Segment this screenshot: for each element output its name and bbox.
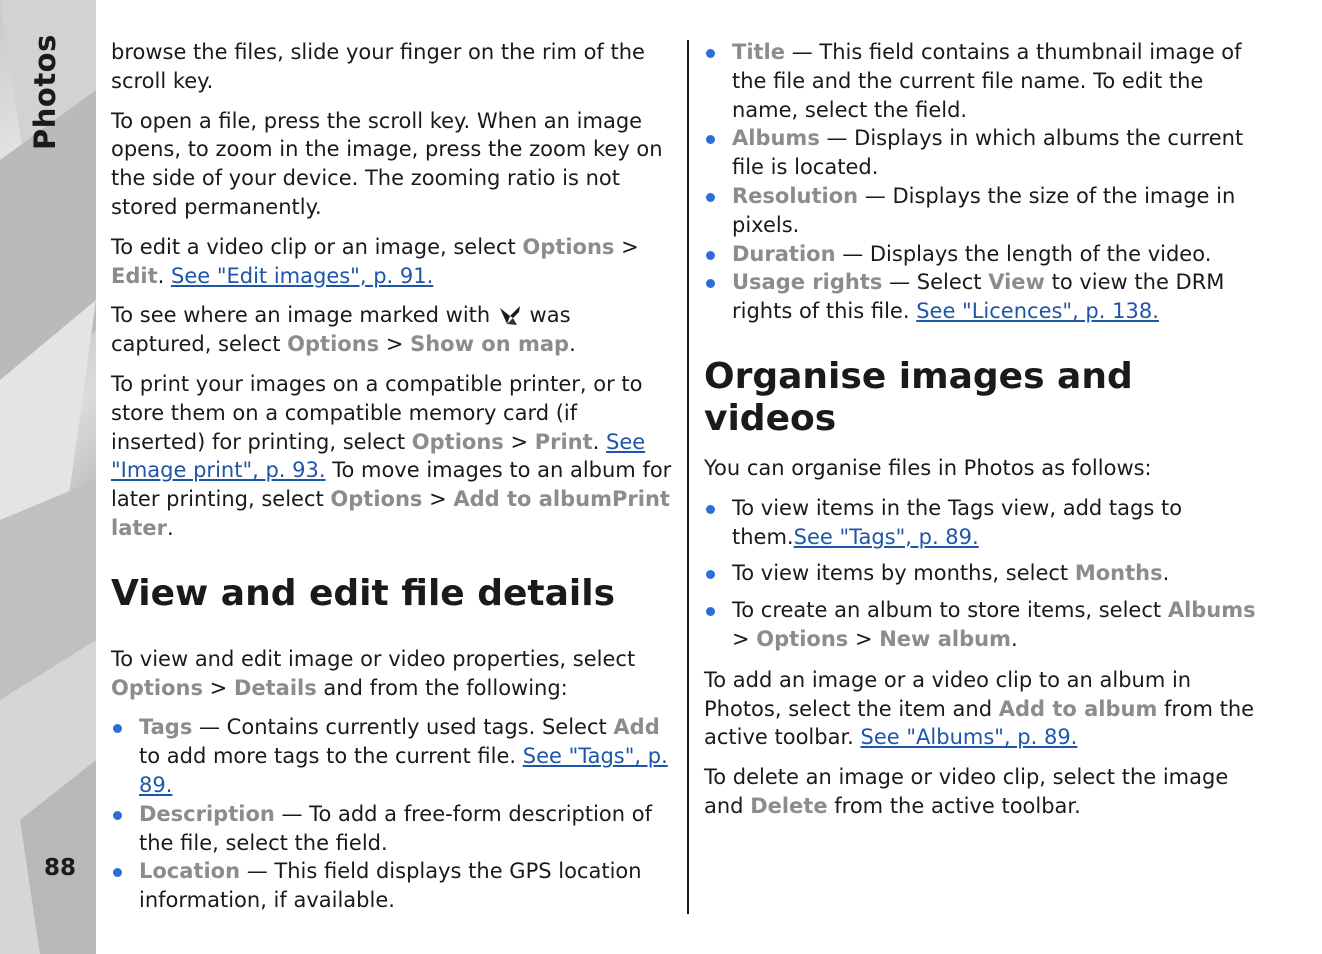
list-item — [111, 857, 677, 915]
separator: > — [732, 626, 757, 651]
term-description: Description — [139, 801, 275, 826]
menu-options: Options — [522, 234, 615, 259]
separator: > — [503, 429, 535, 454]
paragraph-add-to-album — [704, 666, 1274, 752]
term-tags: Tags — [139, 715, 193, 740]
text: To see where an image marked with — [111, 303, 497, 328]
list-item — [704, 596, 1274, 654]
link-tags[interactable]: See "Tags", p. 89. — [139, 744, 668, 797]
text: . — [569, 332, 576, 357]
paragraph-edit — [111, 233, 677, 291]
list-item — [704, 494, 1274, 552]
text: and from the following: — [316, 675, 568, 700]
list-item — [704, 240, 1274, 269]
menu-add-to-album: Add to album — [998, 696, 1158, 721]
text: — Displays the length of the video. — [835, 241, 1212, 266]
left-column — [111, 38, 677, 927]
separator: > — [203, 675, 234, 700]
separator: > — [379, 332, 411, 357]
heading-organise: Organise images and videos — [704, 355, 1133, 439]
menu-show-on-map: Show on map — [410, 332, 570, 357]
term-usage-rights: Usage rights — [732, 270, 883, 295]
section-tab-label: Photos — [28, 34, 62, 150]
paragraph-browse: browse the files, slide your finger on the rim of the scroll key. — [111, 40, 645, 93]
link-albums[interactable]: See "Albums", p. 89. — [860, 725, 1078, 750]
text: from the active toolbar. — [704, 696, 1255, 750]
menu-edit: Edit — [111, 263, 158, 288]
text: To move images to an album for later printing, select — [111, 458, 672, 512]
menu-details: Details — [233, 675, 317, 700]
decorative-sidebar — [0, 0, 96, 954]
menu-months: Months — [1074, 561, 1163, 586]
text: . — [157, 263, 171, 288]
text: To view items by months, select — [732, 561, 1075, 586]
separator: > — [848, 626, 880, 651]
text: to add more tags to the current file. — [139, 744, 523, 769]
list-item — [704, 182, 1274, 240]
term-location: Location — [139, 859, 241, 884]
organise-list — [704, 494, 1274, 654]
link-licences[interactable]: See "Licences", p. 138. — [916, 299, 1159, 324]
text: . — [1011, 626, 1018, 651]
text: To print your images on a compatible printer, or to store them on a compatible memory card (if inserted) for printing, select — [111, 371, 643, 454]
separator: > — [422, 487, 454, 512]
text: — Displays the size of the image in pixels. — [732, 183, 1236, 237]
list-item — [704, 559, 1274, 588]
paragraph-delete — [704, 763, 1274, 821]
menu-add-to-album-print-later: Add to albumPrint later — [111, 487, 670, 540]
text: — Contains currently used tags. Select — [192, 715, 614, 740]
text: To add an image or a video clip to an album in Photos, select the item and — [704, 667, 1192, 721]
list-item — [704, 268, 1274, 326]
menu-options: Options — [756, 626, 849, 651]
menu-options: Options — [411, 429, 504, 454]
menu-delete: Delete — [750, 793, 828, 818]
text: . — [592, 429, 607, 454]
paragraph-show-on-map — [111, 301, 677, 359]
term-title: Title — [732, 40, 786, 64]
list-item — [111, 800, 677, 858]
term-duration: Duration — [732, 241, 836, 266]
text: . — [1162, 561, 1170, 586]
text: . — [167, 515, 174, 540]
menu-new-album: New album — [879, 626, 1011, 651]
column-divider — [687, 40, 689, 914]
list-item — [111, 713, 677, 799]
term-albums: Albums — [732, 126, 820, 151]
text: — This field displays the GPS location information, if available. — [139, 859, 642, 913]
details-list-continued — [704, 38, 1274, 326]
text: — This field contains a thumbnail image of the file and the current file name. To edit the name, select the field. — [732, 40, 1242, 122]
gps-location-icon — [497, 302, 523, 328]
paragraph-print — [111, 370, 677, 543]
right-column — [704, 38, 1274, 832]
page-number: 88 — [44, 855, 77, 881]
menu-options: Options — [111, 675, 203, 700]
menu-options: Options — [287, 332, 380, 357]
text: — Select — [882, 270, 989, 295]
menu-options: Options — [330, 487, 423, 512]
text: To view items in the Tags view, add tags to them. — [732, 495, 1183, 549]
list-item — [704, 124, 1274, 182]
text: to view the DRM rights of this file. — [732, 270, 1225, 324]
menu-print: Print — [534, 429, 593, 454]
list-item — [704, 38, 1274, 124]
text: was captured, select — [111, 303, 571, 357]
details-list — [111, 713, 677, 915]
paragraph-open-file: To open a file, press the scroll key. When an image opens, to zoom in the image, press the zoom key on the side of your device. The zooming ratio is not stored permanently. — [111, 108, 663, 219]
link-image-print[interactable]: See "Image print", p. 93. — [111, 429, 646, 483]
paragraph-details-intro — [111, 645, 677, 703]
text: To delete an image or video clip, select the image and — [704, 765, 1229, 818]
text: from the active toolbar. — [827, 793, 1081, 818]
link-tags[interactable]: See "Tags", p. 89. — [793, 524, 979, 549]
link-edit-images[interactable]: See "Edit images", p. 91. — [170, 263, 434, 288]
separator: > — [614, 234, 639, 259]
term-resolution: Resolution — [732, 183, 859, 208]
text: To edit a video clip or an image, select — [111, 234, 523, 259]
text: — Displays in which albums the current file is located. — [732, 126, 1244, 180]
menu-albums: Albums — [1167, 598, 1256, 623]
text: To create an album to store items, select — [732, 598, 1168, 623]
paragraph-organise-intro: You can organise files in Photos as follows: — [704, 455, 1152, 480]
heading-view-edit-details: View and edit file details — [111, 572, 616, 614]
menu-add: Add — [613, 715, 660, 740]
menu-view: View — [988, 270, 1045, 295]
text: To view and edit image or video properties, select — [111, 646, 636, 671]
text: — To add a free-form description of the file, select the field. — [139, 801, 653, 855]
